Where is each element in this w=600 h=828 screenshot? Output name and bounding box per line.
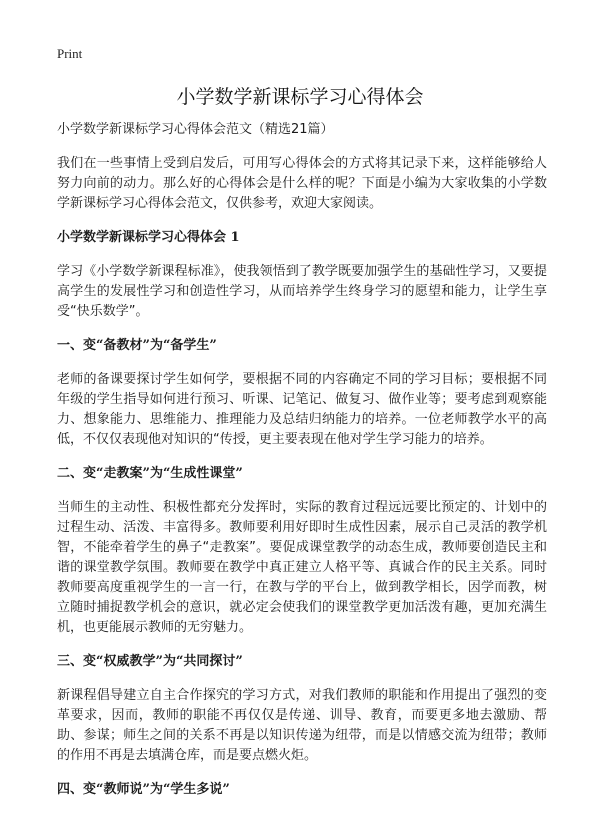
section-paragraph: 老师的备课要探讨学生如何学，要根据不同的内容确定不同的学习目标；要根据不同年级的学生指导如何进行预习、听课、记笔记、做复习、做作业等；要考虑到观察能力、想象能力、思维能力、推理能力及总结归纳能力的培养。一位老师教学水平的高低，不仅仅表现他对知识的“传授，更主要表现在他对学生学习能力的培养。 [57,372,547,447]
section-paragraph: 当师生的主动性、积极性都充分发挥时，实际的教育过程远远要比预定的、计划中的过程生动、活泼、丰富得多。教师要利用好即时生成性因素，展示自己灵活的教学机智，不能牵着学生的鼻子“走教案”。要促成课堂教学的动态生成，教师要创造民主和谐的课堂教学氛围。教师要在教学中真正建立人格平等、真诚合作的民主关系。同时教师要高度重视学生的一言一行，在教与学的平台上，做到教学相长，因学而教，树立随时捕捉教学机会的意识，就必定会使我们的课堂教学更加活泼有趣，更加充满生机，也更能展示教师的无穷魅力。 [57,500,547,635]
section-paragraph: 新课程倡导建立自主合作探究的学习方式，对我们教师的职能和作用提出了强烈的变革要求，因而，教师的职能不再仅仅是传递、训导、教育，而要更多地去激励、帮助、参谋；师生之间的关系不再是以知识传递为纽带，而是以情感交流为纽带；教师的作用不再是去填满仓库，而是要点燃火炬。 [57,688,547,763]
document-subtitle: 小学数学新课标学习心得体会范文（精选21篇） [57,122,334,137]
document-body [57,120,547,814]
page-title: 小学数学新课标学习心得体会 [176,86,424,108]
article-intro-paragraph: 学习《小学数学新课程标准》，使我领悟到了教学既要加强学生的基础性学习，又要提高学生的发展性学习和创造性学习，从而培养学生终身学习的愿望和能力，让学生享受“快乐数学”。 [57,264,547,319]
article-heading: 小学数学新课标学习心得体会 1 [57,230,240,245]
section-heading: 三、变“权威教学”为“共同探讨” [57,654,243,669]
section-heading: 二、变“走教案”为“生成性课堂” [57,466,243,481]
section-heading: 四、变“教师说”为“学生多说” [57,782,230,797]
print-link[interactable]: Print [57,46,83,61]
intro-paragraph: 我们在一些事情上受到启发后，可用写心得体会的方式将其记录下来，这样能够给人努力向前的动力。那么好的心得体会是什么样的呢？下面是小编为大家收集的小学数学新课标学习心得体会范文，仅供参考，欢迎大家阅读。 [57,156,547,211]
section-heading: 一、变“备教材”为“备学生” [57,338,217,353]
